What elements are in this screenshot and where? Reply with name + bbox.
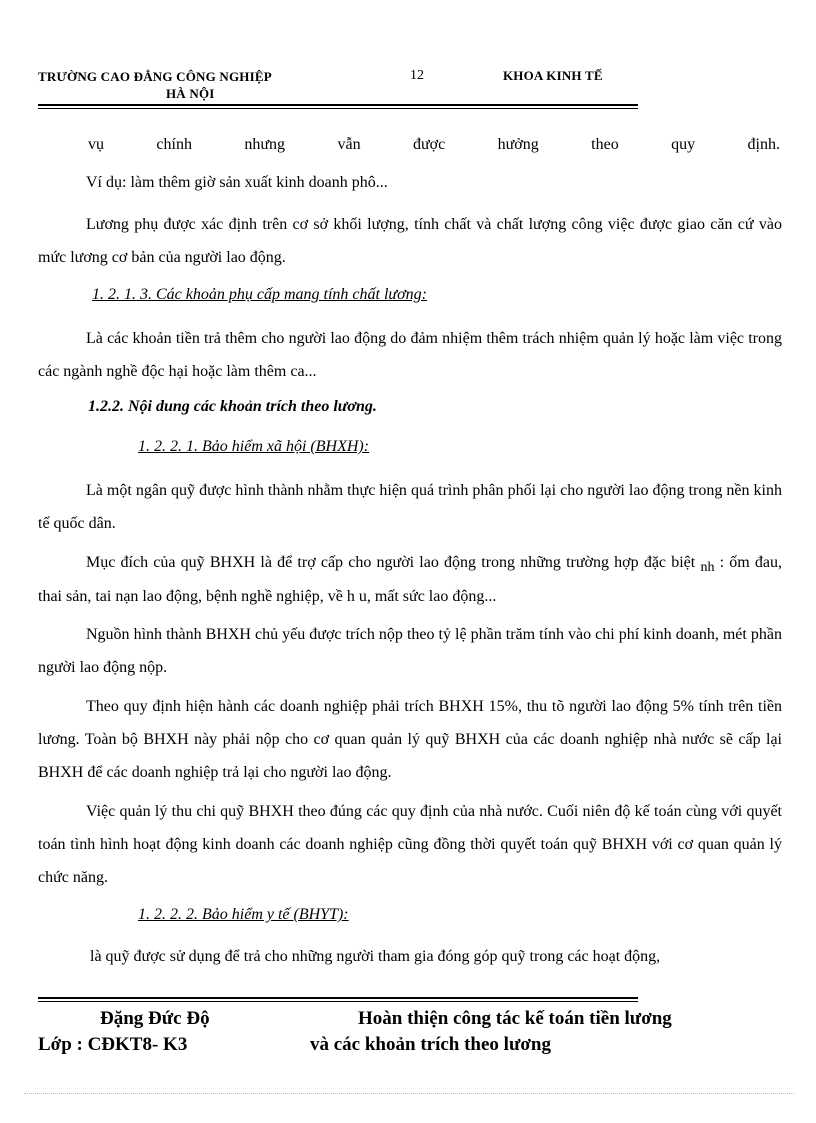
heading-1-2-1-3: 1. 2. 1. 3. Các khoản phụ cấp mang tính chất lương:: [92, 286, 428, 303]
paragraph-10: là quỹ được sử dụng để trả cho những người tham gia đóng góp quỹ trong các hoạt động,: [90, 948, 661, 965]
paragraph-6-part-b: : ốm đau, thai sản, tai nạn lao động, bệnh nghề nghiệp, về h u, mất sức lao động...: [38, 554, 783, 605]
paragraph-8: Theo quy định hiện hành các doanh nghiệp phải trích BHXH 15%, thu tõ người lao động 5% tính trên tiền lương. Toàn bộ BHXH này phải nộp cho cơ quan quản lý quỹ BHXH của các doanh nghiệp nhà nước sẽ cấp lại BHXH để các doanh nghiệp trả lại cho người lao động.: [38, 698, 782, 781]
paragraph-3: Lương phụ được xác định trên cơ sở khối lượng, tính chất và chất lượng công việc được giao căn cứ vào mức lương cơ bản của người lao động.: [38, 216, 782, 266]
footer-class: Lớp : CĐKT8- K3: [38, 1034, 188, 1055]
paragraph-2: Ví dụ: làm thêm giờ sản xuất kinh doanh phô...: [86, 174, 388, 191]
page-number: 12: [410, 68, 424, 83]
paragraph-7: Nguồn hình thành BHXH chủ yếu được trích nộp theo tỷ lệ phần trăm tính vào chi phí kinh doanh, mét phần người lao động nộp.: [38, 626, 782, 676]
header-school: [38, 68, 272, 102]
paragraph-4: Là các khoản tiền trả thêm cho người lao động do đảm nhiệm thêm trách nhiệm quản lý hoặc làm việc trong các ngành nghề độc hại hoặc làm thêm ca...: [38, 330, 782, 380]
paragraph-1: vụ chính nhưng vẫn được hưởng theo quy định.: [88, 136, 780, 153]
paragraph-6: [38, 546, 782, 613]
paragraph-9: Việc quản lý thu chi quỹ BHXH theo đúng các quy định của nhà nước. Cuối niên độ kế toán cùng với quyết toán tình hình hoạt động kinh doanh các doanh nghiệp cũng đồng thời quyết toán quỹ BHXH với cơ quan quản lý chức năng.: [38, 803, 782, 886]
header-rule: [38, 104, 638, 106]
heading-1-2-2-1: 1. 2. 2. 1. Bảo hiểm xã hội (BHXH):: [138, 438, 370, 455]
heading-1-2-2: 1.2.2. Nội dung các khoản trích theo lương.: [88, 398, 377, 415]
footer-author: Đặng Đức Độ: [100, 1008, 210, 1029]
paragraph-6-subscript: nh: [700, 560, 715, 575]
page-bottom-dotted-line: [24, 1093, 794, 1094]
paragraph-6-part-a: Mục đích của quỹ BHXH là để trợ cấp cho người lao động trong những trường hợp đặc biệt: [86, 554, 696, 571]
paragraph-5: Là một ngân quỹ được hình thành nhằm thực hiện quá trình phân phối lại cho người lao động trong nền kinh tế quốc dân.: [38, 482, 782, 532]
header-rule-thin: [38, 108, 638, 109]
heading-1-2-2-2: 1. 2. 2. 2. Bảo hiểm y tế (BHYT):: [138, 906, 349, 923]
footer-title-line2: và các khoản trích theo lương: [310, 1034, 551, 1055]
footer-rule: [38, 997, 638, 999]
header-school-line2: HÀ NỘI: [166, 86, 215, 101]
footer-title-line1: Hoàn thiện công tác kế toán tiền lương: [358, 1008, 672, 1029]
header-school-line1: TRƯỜNG CAO ĐẲNG CÔNG NGHIỆP: [38, 69, 272, 84]
footer-rule-thin: [38, 1001, 638, 1002]
header-department: KHOA KINH TẾ: [503, 68, 603, 83]
